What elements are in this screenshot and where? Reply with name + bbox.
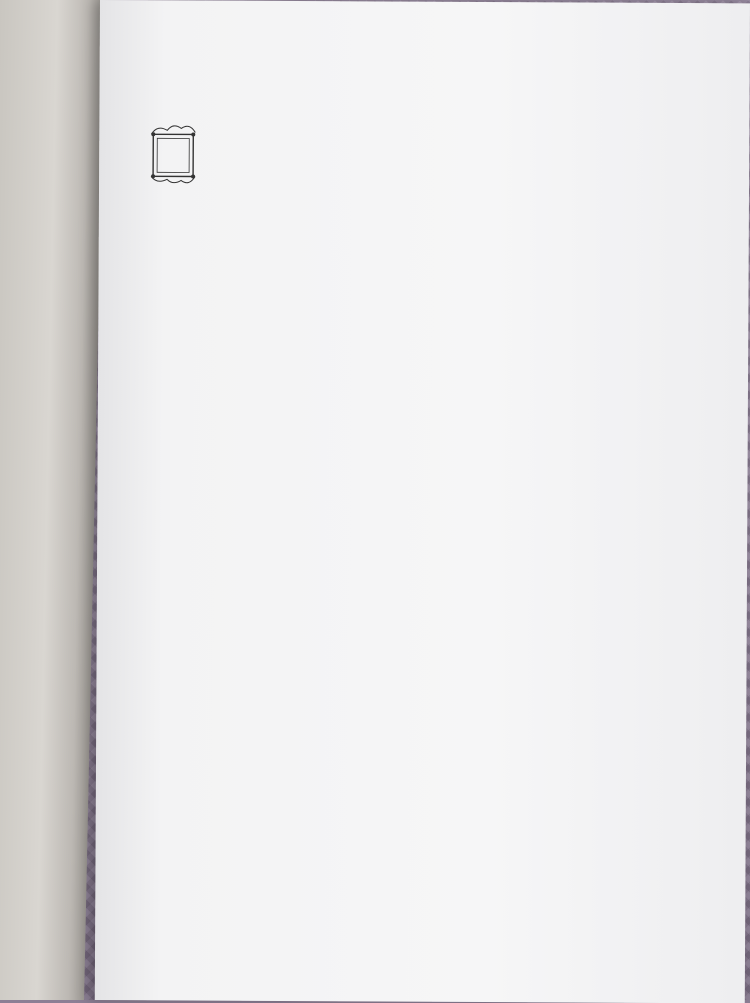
right-page: [95, 0, 750, 1003]
ornamental-drop-cap: [147, 124, 202, 184]
drop-cap-frame-icon: [147, 124, 202, 184]
